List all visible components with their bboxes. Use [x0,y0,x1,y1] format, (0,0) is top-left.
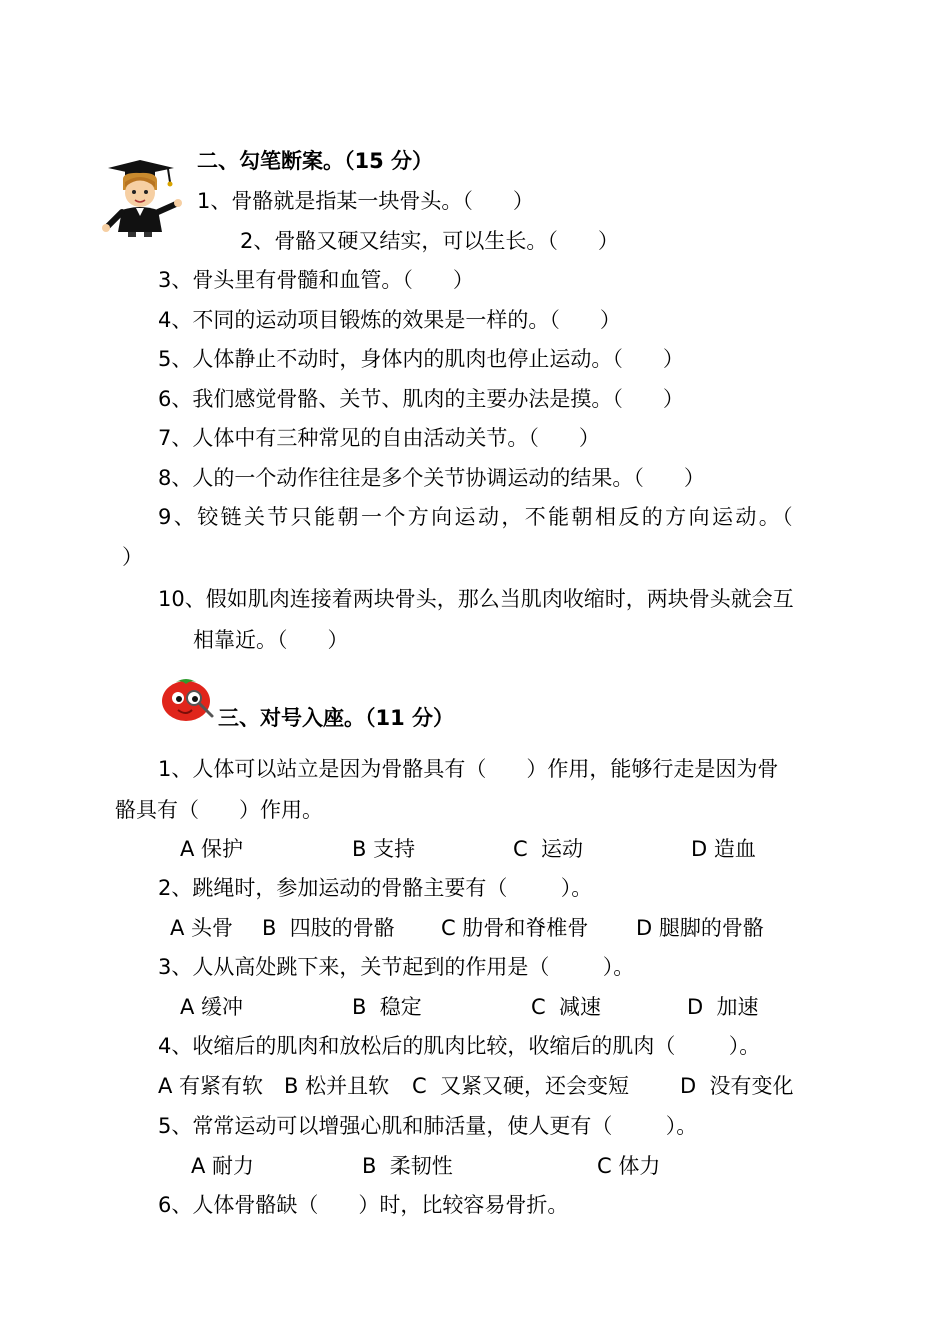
question-item: 10、假如肌肉连接着两块骨头，那么当肌肉收缩时，两块骨头就会互 [158,587,794,611]
question-item: 2、骨骼又硬又结实，可以生长。（ ） [240,229,619,253]
option: B 四肢的骨骼 [262,916,395,940]
tomato-magnifier-icon [160,674,218,724]
question-item-continuation: 骼具有（ ）作用。 [115,798,324,822]
option: C 体力 [597,1154,661,1178]
option: D 加速 [687,995,759,1019]
option: D 腿脚的骨骼 [636,916,764,940]
option: C 减速 [531,995,602,1019]
question-item: 5、人体静止不动时，身体内的肌肉也停止运动。（ ） [158,347,684,371]
question-item: 1、人体可以站立是因为骨骼具有（ ）作用，能够行走是因为骨 [158,757,779,781]
option: B 稳定 [352,995,422,1019]
graduate-student-icon [98,160,184,238]
option: B 柔韧性 [362,1154,453,1178]
option: C 又紧又硬，还会变短 [412,1074,630,1098]
question-item-continuation: 相靠近。（ ） [193,628,349,652]
question-item: 1、骨骼就是指某一块骨头。（ ） [197,189,534,213]
question-item: 6、人体骨骼缺（ ）时，比较容易骨折。 [158,1193,569,1217]
question-item: 2、跳绳时，参加运动的骨骼主要有（ ）。 [158,876,593,900]
option: D 没有变化 [680,1074,794,1098]
option: B 松并且软 [284,1074,390,1098]
option: A 头骨 [170,916,234,940]
option: A 耐力 [191,1154,255,1178]
question-item: 7、人体中有三种常见的自由活动关节。（ ） [158,426,600,450]
question-item: 3、人从高处跳下来，关节起到的作用是（ ）。 [158,955,635,979]
option: C 运动 [513,837,584,861]
option: A 缓冲 [180,995,244,1019]
question-item: 4、收缩后的肌肉和放松后的肌肉比较，收缩后的肌肉（ ）。 [158,1034,761,1058]
option: A 有紧有软 [158,1074,264,1098]
section-3-title: 三、对号入座。（11 分） [218,706,455,730]
question-item: 5、常常运动可以增强心肌和肺活量，使人更有（ ）。 [158,1114,698,1138]
option: B 支持 [352,837,416,861]
option: D 造血 [691,837,756,861]
question-item: 4、不同的运动项目锻炼的效果是一样的。（ ） [158,308,621,332]
section-2-title: 二、勾笔断案。（15 分） [197,149,434,173]
question-item: 6、我们感觉骨骼、关节、肌肉的主要办法是摸。（ ） [158,387,684,411]
question-item: 8、人的一个动作往往是多个关节协调运动的结果。（ ） [158,466,705,490]
question-item: 9、铰链关节只能朝一个方向运动，不能朝相反的方向运动。（ [158,505,796,529]
option: C 肋骨和脊椎骨 [441,916,589,940]
option: A 保护 [180,837,244,861]
question-item-continuation: ） [122,545,143,569]
question-item: 3、骨头里有骨髓和血管。（ ） [158,268,474,292]
